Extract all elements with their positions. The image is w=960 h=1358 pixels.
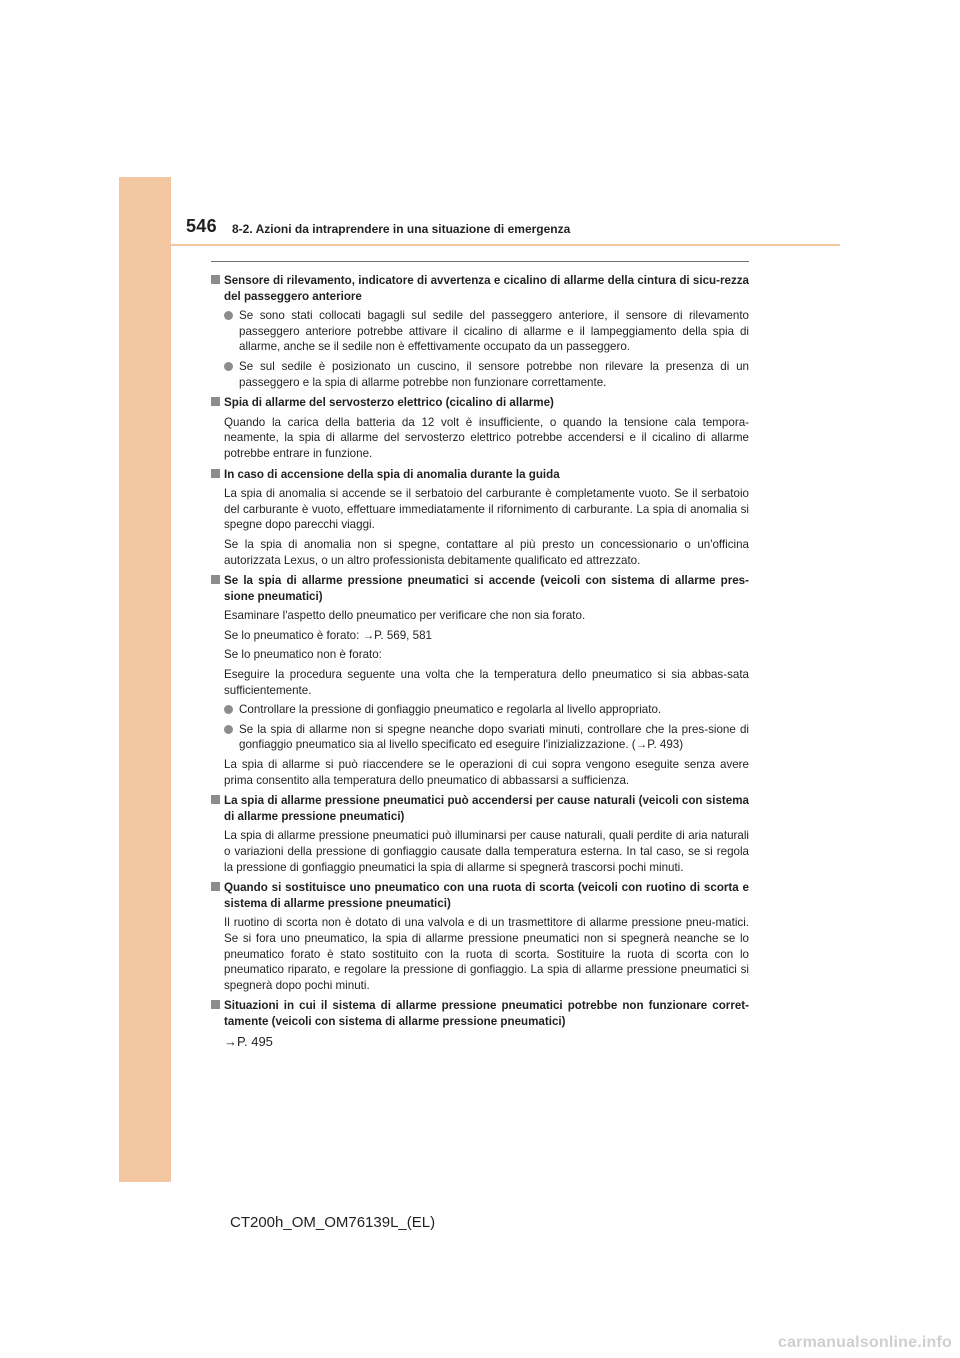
paragraph: La spia di anomalia si accende se il serbatoio del carburante è completamente vuoto. Se il serbatoio del carburante è vuoto, effettuare immediatamente il rifornimento di carburante. La spia di anomalia si spegne dopo parecchi viaggi. <box>224 487 749 532</box>
section-heading <box>211 793 749 824</box>
bullet-item <box>211 308 749 355</box>
chapter-side-band <box>119 177 171 1182</box>
paragraph: Se lo pneumatico non è forato: <box>224 648 382 662</box>
paragraph: La spia di allarme pressione pneumatici può illuminarsi per cause naturali, quali perdite di aria naturali o variazioni della pressione di gonfiaggio causate dalla temperatura esterna. In tal caso, se si regola la pressione di gonfiaggio pneumatici la spia di allarme si spegnerà trascorsi pochi minuti. <box>224 829 749 874</box>
section-heading <box>211 395 749 411</box>
page-reference[interactable]: →P. 495 <box>224 1033 273 1049</box>
page-content <box>211 268 749 1053</box>
section-heading <box>211 273 749 304</box>
heading-text: Spia di allarme del servosterzo elettrico (cicalino di allarme) <box>224 396 554 410</box>
circle-bullet-icon <box>224 362 233 371</box>
bullet-item <box>211 722 749 753</box>
bullet-text: Controllare la pressione di gonfiaggio pneumatico e regolarla al livello appropriato. <box>239 703 662 717</box>
section-heading <box>211 880 749 911</box>
circle-bullet-icon <box>224 725 233 734</box>
page-number: 546 <box>186 216 217 236</box>
square-bullet-icon <box>211 1000 220 1009</box>
content-divider <box>211 261 749 262</box>
site-watermark: carmanualsonline.info <box>777 1334 952 1351</box>
header-rule <box>171 244 840 246</box>
heading-text: La spia di allarme pressione pneumatici può accendersi per cause naturali (veicoli con sistema di allarme pressione pneumatici) <box>224 794 749 823</box>
bullet-item <box>211 702 749 718</box>
section-heading <box>211 573 749 604</box>
heading-text: Se la spia di allarme pressione pneumatici si accende (veicoli con sistema di allarme pres-sione pneumatici) <box>224 574 749 603</box>
section-heading <box>211 467 749 483</box>
bullet-text: Se la spia di allarme non si spegne neanche dopo svariati minuti, controllare che la pres-sione di gonfiaggio pneumatico sia al livello specificato ed eseguire l'inizializzazione. (→P. 493) <box>239 722 749 752</box>
bullet-text: Se sono stati collocati bagagli sul sedile del passeggero anteriore, il sensore di rilevamento passeggero anteriore potrebbe attivare il cicalino di allarme e il lampeggiamento della spia di allarme, anche se il sedile non è effettivamente occupato da un passeggero. <box>239 309 749 354</box>
circle-bullet-icon <box>224 311 233 320</box>
bullet-item <box>211 359 749 390</box>
paragraph: Esaminare l'aspetto dello pneumatico per verificare che non sia forato. <box>224 609 586 623</box>
heading-text: Sensore di rilevamento, indicatore di avvertenza e cicalino di allarme della cintura di sicu-rezza del passeggero anteriore <box>224 274 749 303</box>
circle-bullet-icon <box>224 705 233 714</box>
paragraph: Se la spia di anomalia non si spegne, contattare al più presto un concessionario o un'officina autorizzata Lexus, o un altro professionista debitamente qualificato ed attrezzato. <box>224 537 749 567</box>
paragraph: La spia di allarme si può riaccendere se le operazioni di cui sopra vengono eseguite senza avere prima consentito alla temperatura dello pneumatico di abbassarsi a sufficienza. <box>224 758 749 787</box>
square-bullet-icon <box>211 795 220 804</box>
heading-text: In caso di accensione della spia di anomalia durante la guida <box>224 467 560 481</box>
square-bullet-icon <box>211 882 220 891</box>
square-bullet-icon <box>211 469 220 478</box>
bullet-text: Se sul sedile è posizionato un cuscino, il sensore potrebbe non rilevare la presenza di un passeggero e la spia di allarme potrebbe non funzionare correttamente. <box>239 359 749 389</box>
paragraph: Eseguire la procedura seguente una volta che la temperatura dello pneumatico si sia abbas-sata sufficientemente. <box>224 668 749 697</box>
page-reference[interactable]: Se lo pneumatico è forato: →P. 569, 581 <box>224 628 432 642</box>
heading-text: Situazioni in cui il sistema di allarme pressione pneumatici potrebbe non funzionare corret-tamente (veicoli con sistema di allarme pressione pneumatici) <box>224 999 749 1028</box>
square-bullet-icon <box>211 397 220 406</box>
paragraph: Quando la carica della batteria da 12 volt è insufficiente, o quando la tensione cala tempora-neamente, la spia di allarme del servosterzo elettrico potrebbe accendersi e il cicalino di allarme potrebbe entrare in funzione. <box>224 415 749 460</box>
heading-text: Quando si sostituisce uno pneumatico con una ruota di scorta (veicoli con ruotino di scorta e sistema di allarme pressione pneumatici) <box>224 881 749 910</box>
square-bullet-icon <box>211 575 220 584</box>
square-bullet-icon <box>211 275 220 284</box>
paragraph: Il ruotino di scorta non è dotato di una valvola e di un trasmettitore di allarme pressione pneu-matici. Se si fora uno pneumatico, la spia di allarme pressione pneumatici non si spegnerà neanche se lo pneumatico forato è stato sostituito con la ruota di scorta. Sostituire la ruota di scorta con lo pneumatico riparato, e regolare la pressione di gonfiaggio. La spia di allarme pressione pneumatici si spegnerà dopo pochi minuti. <box>224 916 749 992</box>
document-code: CT200h_OM_OM76139L_(EL) <box>230 1214 436 1231</box>
section-heading <box>211 998 749 1029</box>
section-title: 8-2. Azioni da intraprendere in una situazione di emergenza <box>232 222 571 236</box>
